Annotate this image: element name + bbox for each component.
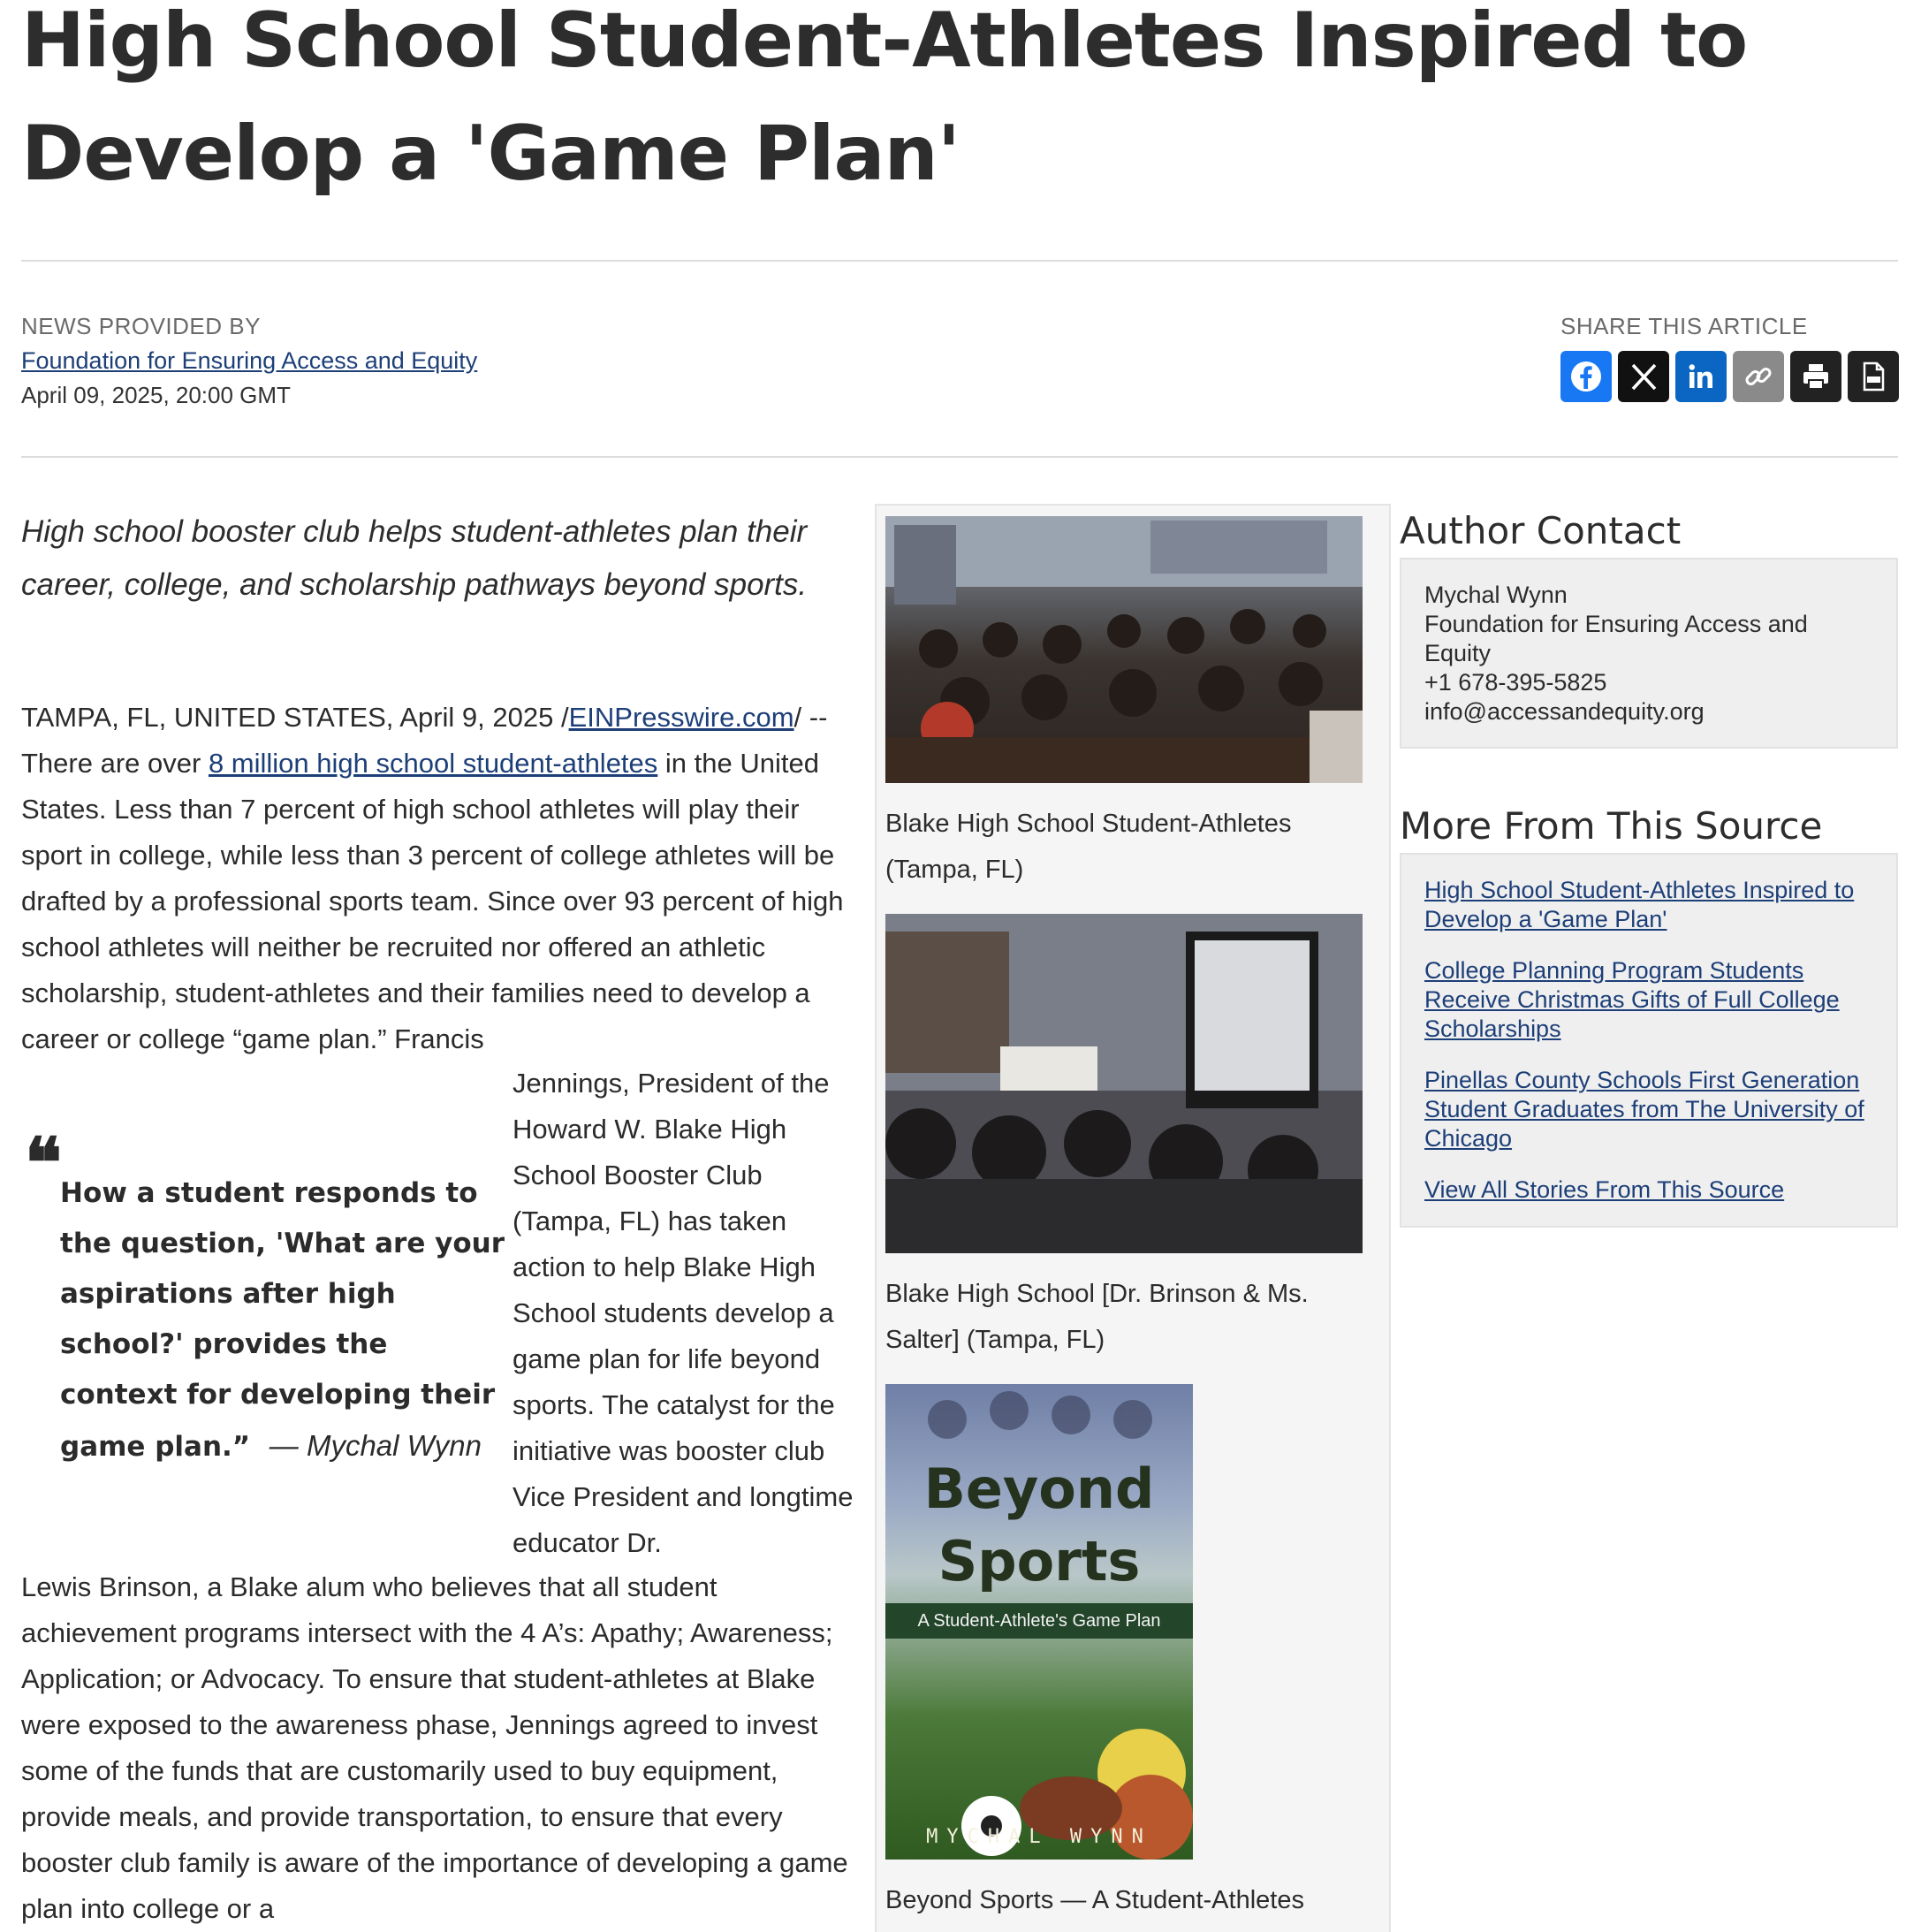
article-lead: High school booster club helps student-athletes plan their career, college, and scholarship pathways beyond sports. [21,514,808,602]
share-label: SHARE THIS ARTICLE [1560,313,1808,339]
publish-date: April 09, 2025, 20:00 GMT [21,382,291,408]
more-from-source-heading: More From This Source [1400,804,1823,848]
print-icon[interactable] [1790,351,1841,402]
news-provided-block [21,313,477,409]
contact-email: info@accessandequity.org [1424,698,1705,725]
provider-link[interactable]: Foundation for Ensuring Access and Equity [21,347,478,374]
photo-caption-2: Blake High School [Dr. Brinson & Ms. Salter] (Tampa, FL) [885,1280,1309,1354]
linkedin-icon[interactable] [1675,351,1727,402]
dateline-text: TAMPA, FL, UNITED STATES, April 9, 2025 / [21,702,569,733]
photo-students-assembly[interactable] [885,516,1363,783]
contact-name: Mychal Wynn [1424,582,1568,608]
photo-presentation[interactable] [885,914,1363,1253]
media-column [875,504,1391,1932]
pull-quote-attribution: — Mychal Wynn [269,1429,482,1462]
divider-bottom [21,456,1898,458]
book-title-line-1: Beyond [923,1457,1155,1521]
more-from-source-section [1400,804,1898,1228]
divider-top [21,260,1898,262]
news-provided-label: NEWS PROVIDED BY [21,313,261,339]
author-contact-box [1400,558,1898,749]
quote-mark-icon: ❝ [25,1123,62,1204]
book-subtitle: A Student-Athlete's Game Plan [917,1611,1161,1631]
facebook-icon[interactable] [1560,351,1612,402]
photo-caption-1: Blake High School Student-Athletes (Tampa, FL) [885,810,1292,884]
book-cover-image[interactable] [885,1384,1193,1860]
article-paragraph-wrap: Jennings, President of the Howard W. Blake High School Booster Club (Tampa, FL) has taken action to help Blake High School students develop a game plan for life beyond sports. The catalyst for the initiative was booster club Vice President and longtime educator Dr. [513,1068,854,1558]
article-title: High School Student-Athletes Inspired to Develop a 'Game Plan' [21,0,1748,198]
share-block [1560,313,1899,402]
contact-organization: Foundation for Ensuring Access and Equity [1424,611,1808,666]
more-link-christmas-scholarships[interactable]: College Planning Program Students Receive Christmas Gifts of Full College Scholarships [1424,957,1840,1042]
x-icon[interactable] [1618,351,1669,402]
pdf-icon[interactable] [1848,351,1899,402]
view-all-stories-link[interactable]: View All Stories From This Source [1424,1176,1785,1203]
article-page [21,0,1898,1924]
more-link-pinellas-graduates[interactable]: Pinellas County Schools First Generation Student Graduates from The University of Chicago [1424,1067,1864,1152]
body-text: in the United States. Less than 7 percent of high school athletes will play their sport in college, while less than 3 percent of college athletes will be drafted by a professional sports team. Since over 93 percent of high school athletes will neither be recruited nor offered an athletic scholarship, student-athletes and their families need to develop a career or college “game plan.” Francis [21,748,844,1054]
book-title-line-2: Sports [938,1529,1141,1594]
more-link-game-plan[interactable]: High School Student-Athletes Inspired to Develop a 'Game Plan' [1424,877,1855,932]
pull-quote-text: How a student responds to the question, 'What are your aspirations after high school?' provides the context for developing their game plan.” [60,1177,505,1463]
author-contact-heading: Author Contact [1400,509,1682,552]
contact-phone: +1 678-395-5825 [1424,669,1607,696]
photo-caption-3: Beyond Sports — A Student-Athletes [885,1886,1304,1914]
student-athletes-link[interactable]: 8 million high school student-athletes [208,748,658,779]
einpresswire-link[interactable]: EINPresswire.com [568,702,794,733]
body-text: / -- There are over [21,702,828,779]
book-title [885,1453,1193,1598]
article-paragraph-continued: Lewis Brinson, a Blake alum who believes that all student achievement programs intersect with the 4 A’s: Apathy; Awareness; Application; or Advocacy. To ensure that student-athletes at Blake were exposed to the awareness phase, Jennings agreed to invest some of the funds that are customarily used to buy equipment, provide meals, and provide transportation, to ensure that every booster club family is aware of the importance of developing a game plan into college or a [21,1571,848,1924]
share-icons [1560,351,1899,402]
more-from-source-box [1400,853,1898,1228]
copy-link-icon[interactable] [1733,351,1784,402]
article-paragraph-intro [21,695,861,1062]
author-contact-section [1400,509,1898,749]
book-author: MYCHAL WYNN [926,1826,1152,1848]
pull-quote [60,1168,511,1472]
